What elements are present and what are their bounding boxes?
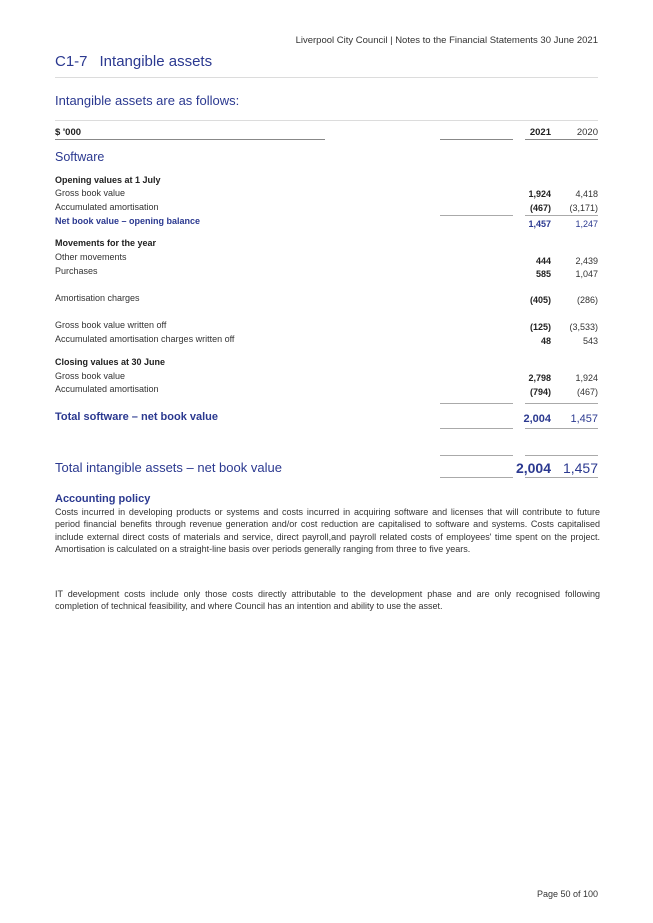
- accounting-policy-heading: Accounting policy: [55, 493, 151, 505]
- section-title: [55, 53, 212, 70]
- row-value-2021: 1,457: [528, 219, 551, 229]
- title-divider: [55, 77, 598, 78]
- row-value-2020: 1,924: [575, 373, 598, 383]
- row-value-2021: 2,798: [528, 373, 551, 383]
- subtotal-line-2021: [440, 215, 513, 216]
- row-value-2020: 1,047: [575, 269, 598, 279]
- row-label: Accumulated amortisation: [55, 384, 159, 394]
- it-development-paragraph: IT development costs include only those costs directly attributable to the development phase and are only recognised following completion of technical feasibility, and where Council has an intention and ability to use the asset.: [55, 589, 600, 612]
- header-divider-left: [55, 139, 325, 140]
- row-label: Accumulated amortisation charges written off: [55, 334, 235, 344]
- row-label: Opening values at 1 July: [55, 175, 161, 185]
- row-label: Purchases: [55, 266, 98, 276]
- total-line-2021: [440, 403, 513, 404]
- row-value-2020: 2,439: [575, 256, 598, 266]
- row-value-2020: 543: [582, 336, 598, 346]
- row-value-2021: (405): [529, 295, 551, 305]
- row-value-2021: 1,924: [528, 189, 551, 199]
- row-label: Gross book value: [55, 371, 126, 381]
- header-divider-2020: [525, 139, 598, 140]
- grand-underline-2020: [525, 477, 598, 478]
- table-intro: Intangible assets are as follows:: [55, 93, 240, 108]
- row-value-2020: 1,247: [575, 219, 598, 229]
- row-label: Accumulated amortisation: [55, 202, 159, 212]
- header-top-divider: [55, 120, 598, 121]
- row-value-2020: (3,533): [569, 322, 598, 332]
- accounting-policy-paragraph: Costs incurred in developing products or systems and costs incurred in acquiring software and licenses that will contribute to future period financial benefits through revenue generation and/or cost reduction are capitalised to software and systems. Costs capitalised include external direct costs of materials and service, direct payroll,and payroll related costs of employees' time spent on the project. Amortisation is calculated on a straight-line basis over periods generally ranging from three to five years.: [55, 507, 600, 554]
- row-value-2021: (467): [529, 203, 551, 213]
- grand-total-2021: 2,004: [515, 460, 551, 476]
- row-label: Net book value – opening balance: [55, 216, 201, 226]
- grand-total-label: Total intangible assets – net book value: [55, 460, 282, 475]
- row-value-2021: (794): [529, 387, 551, 397]
- table-header-2020: 2020: [576, 127, 598, 138]
- row-label: Closing values at 30 June: [55, 357, 166, 367]
- row-value-2020: (467): [576, 387, 598, 397]
- row-label: Other movements: [55, 252, 127, 262]
- total-underline-2020: [525, 428, 598, 429]
- total-software-label: Total software – net book value: [55, 411, 218, 423]
- table-header-units: $ '000: [55, 127, 82, 138]
- table-header-2021: 2021: [529, 127, 551, 138]
- page-number: Page 50 of 100: [536, 889, 598, 899]
- row-value-2021: 444: [535, 256, 551, 266]
- grand-total-2020: 1,457: [562, 460, 598, 476]
- section-title-text: Intangible assets: [99, 53, 213, 70]
- total-software-2020: 1,457: [570, 413, 598, 425]
- row-label: Amortisation charges: [55, 293, 140, 303]
- grand-overline-2021: [440, 455, 513, 456]
- row-label: Movements for the year: [55, 238, 157, 248]
- row-value-2021: 585: [535, 269, 551, 279]
- total-software-2021: 2,004: [523, 413, 551, 425]
- row-value-2020: (286): [576, 295, 598, 305]
- row-label: Gross book value written off: [55, 320, 167, 330]
- grand-underline-2021: [440, 477, 513, 478]
- row-value-2021: (125): [529, 322, 551, 332]
- row-value-2020: 4,418: [575, 189, 598, 199]
- row-value-2021: 48: [540, 336, 551, 346]
- total-line-2020: [525, 403, 598, 404]
- total-underline-2021: [440, 428, 513, 429]
- section-number: C1-7: [55, 53, 88, 70]
- row-value-2020: (3,171): [569, 203, 598, 213]
- grand-overline-2020: [525, 455, 598, 456]
- subtotal-line-2020: [525, 215, 598, 216]
- document-header: Liverpool City Council | Notes to the Financial Statements 30 June 2021: [295, 35, 598, 46]
- software-heading: Software: [55, 150, 105, 164]
- row-label: Gross book value: [55, 188, 126, 198]
- header-divider-2021: [440, 139, 513, 140]
